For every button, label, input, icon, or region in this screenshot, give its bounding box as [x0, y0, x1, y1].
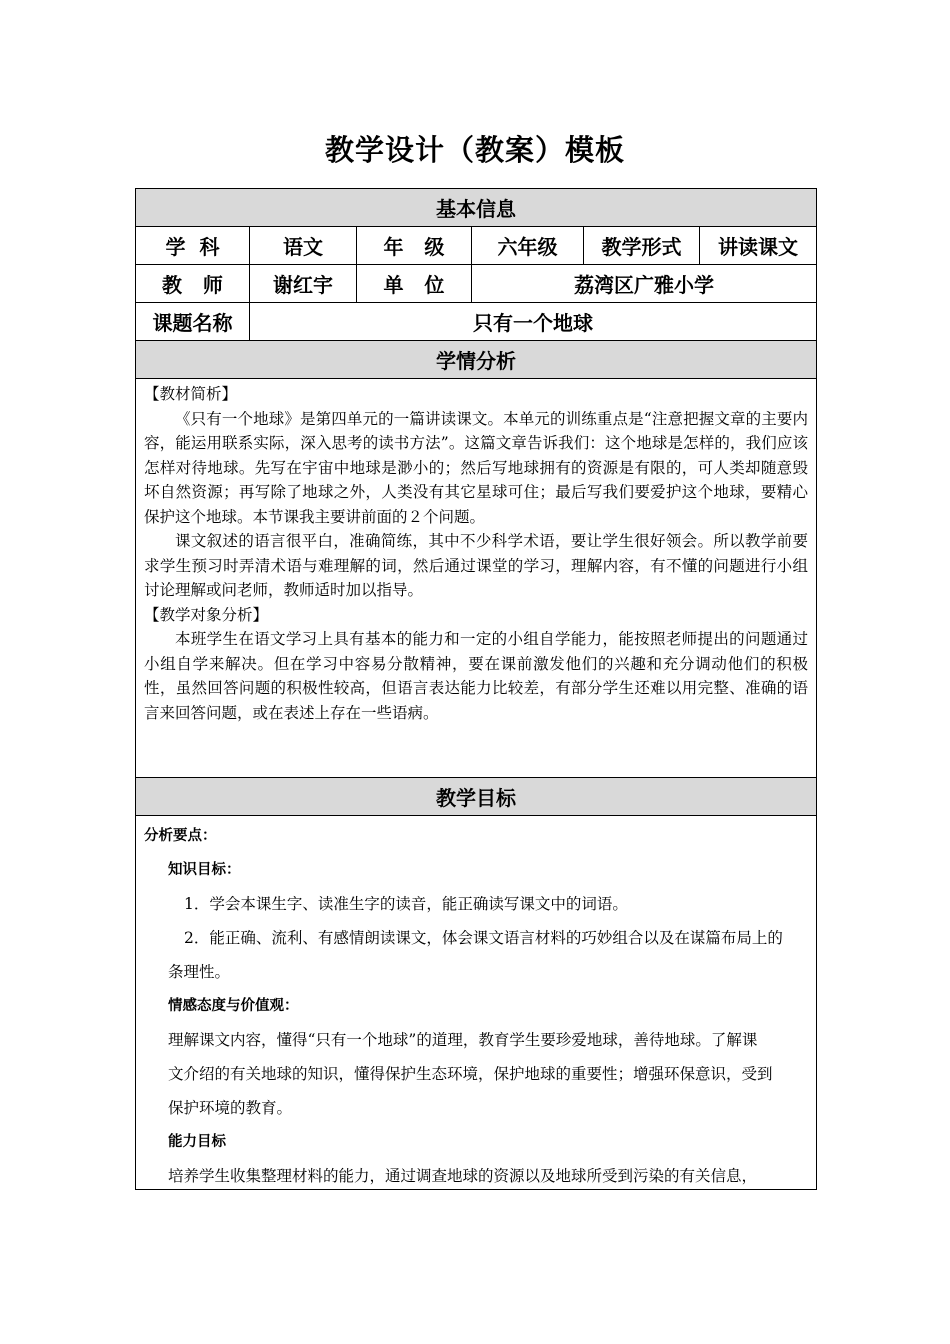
teacher-value: 谢红宇: [250, 265, 357, 303]
emotion-goal-line-1: 理解课文内容，懂得“只有一个地球”的道理，教育学生要珍爱地球，善待地球。了解课: [168, 1031, 758, 1049]
knowledge-goal-1: 1．学会本课生字、读准生字的读音，能正确读写课文中的词语。: [184, 895, 628, 913]
basic-info-header: 基本信息: [136, 189, 817, 227]
students-heading: 【教学对象分析】: [144, 605, 269, 624]
subject-value: 语文: [250, 227, 357, 265]
teaching-form-label: 教学形式: [584, 227, 700, 265]
page-title: 教学设计（教案）模板: [324, 133, 625, 167]
unit-label: 单 位: [357, 265, 472, 303]
lesson-title-label: 课题名称: [136, 303, 250, 341]
emotion-goal-line-3: 保护环境的教育。: [168, 1099, 293, 1117]
ability-goals-label: 能力目标: [168, 1134, 226, 1150]
subject-label: 学 科: [136, 227, 250, 265]
knowledge-goals-label: 知识目标：: [168, 862, 241, 878]
goals-content: [136, 816, 817, 1190]
emotion-goal-line-2: 文介绍的有关地球的知识，懂得保护生态环境，保护地球的重要性；增强环保意识，受到: [168, 1065, 773, 1083]
lesson-title-value: 只有一个地球: [250, 303, 817, 341]
lesson-plan-table: [135, 188, 817, 1190]
goals-header: 教学目标: [136, 778, 817, 816]
knowledge-goal-2a: 2．能正确、流利、有感情朗读课文，体会课文语言材料的巧妙组合以及在谋篇布局上的: [184, 929, 783, 947]
analysis-header: 学情分析: [136, 341, 817, 379]
knowledge-goal-2b: 条理性。: [168, 963, 231, 981]
ability-goal-line-1: 培养学生收集整理材料的能力，通过调查地球的资源以及地球所受到污染的有关信息，: [168, 1167, 758, 1185]
analysis-content: [136, 379, 817, 778]
teacher-label: 教 师: [136, 265, 250, 303]
material-paragraph-1: 《只有一个地球》是第四单元的一篇讲读课文。本单元的训练重点是“注意把握文章的主要内容，能运用联系实际，深入思考的读书方法”。这篇文章告诉我们：这个地球是怎样的，我们应该怎样对待地球。先写在宇宙中地球是渺小的；然后写地球拥有的资源是有限的，可人类却随意毁坏自然资源；再写除了地球之外，人类没有其它星球可住；最后写我们要爱护这个地球，要精心保护这个地球。本节课我主要讲前面的２个问题。: [144, 409, 808, 526]
grade-label: 年 级: [357, 227, 472, 265]
teaching-form-value: 讲读课文: [700, 227, 817, 265]
grade-value: 六年级: [472, 227, 584, 265]
students-paragraph: 本班学生在语文学习上具有基本的能力和一定的小组自学能力，能按照老师提出的问题通过小组自学来解决。但在学习中容易分散精神，要在课前激发他们的兴趣和充分调动他们的积极性，虽然回答问题的积极性较高，但语言表达能力比较差，有部分学生还难以用完整、准确的语言来回答问题，或在表述上存在一些语病。: [144, 630, 808, 722]
analysis-points-label: 分析要点：: [144, 828, 217, 844]
material-heading: 【教材简析】: [144, 385, 238, 403]
unit-value: 荔湾区广雅小学: [472, 265, 817, 303]
emotion-goals-label: 情感态度与价值观：: [168, 998, 299, 1014]
material-paragraph-2: 课文叙述的语言很平白，准确简练，其中不少科学术语，要让学生很好领会。所以教学前要求学生预习时弄清术语与难理解的词，然后通过课堂的学习，理解内容，有不懂的问题进行小组讨论理解或问老师，教师适时加以指导。: [144, 532, 808, 599]
